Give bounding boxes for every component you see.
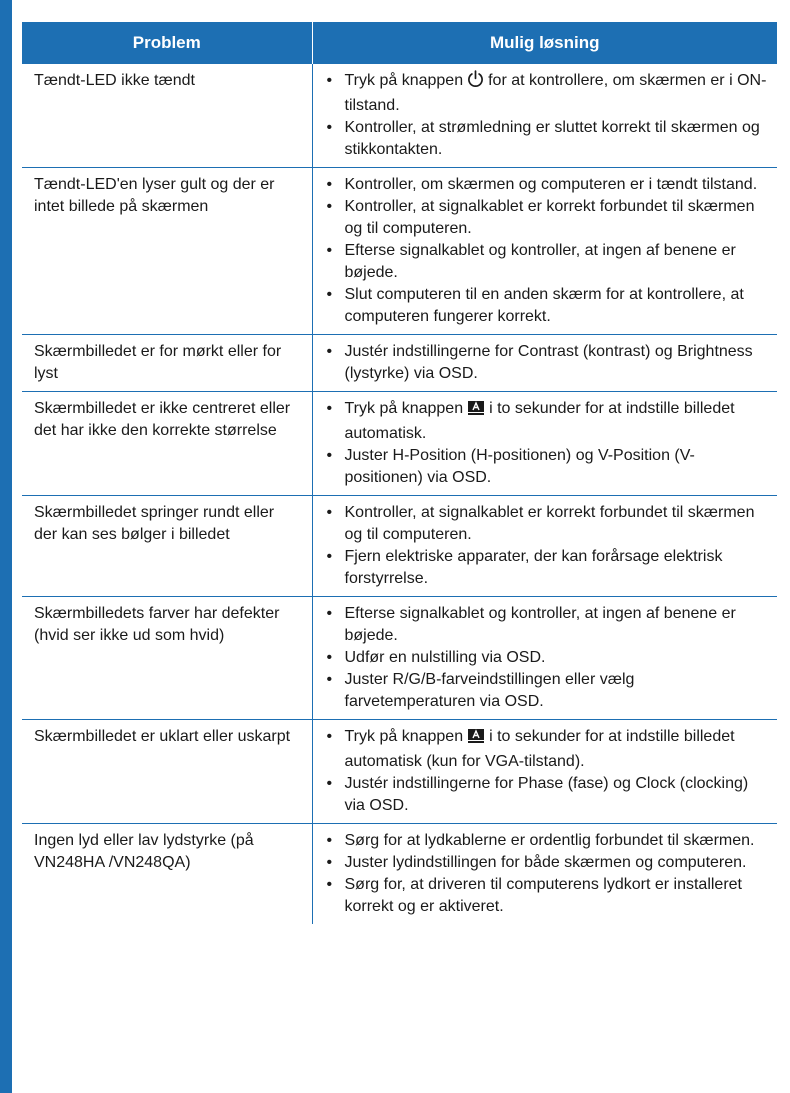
problem-cell: Skærmbilledet er ikke centreret eller det har ikke den korrekte størrelse <box>22 392 312 496</box>
bullet-icon: • <box>326 447 333 464</box>
bullet-icon: • <box>326 605 333 622</box>
solution-list <box>325 830 768 918</box>
solution-text: Sørg for, at driveren til computerens lydkort er installeret korrekt og er aktiveret. <box>344 876 742 915</box>
solution-item <box>325 647 768 669</box>
solution-text-post: i to sekunder for at indstille billedet automatisk. <box>344 400 735 442</box>
problem-cell: Tændt-LED'en lyser gult og der er intet billede på skærmen <box>22 168 312 335</box>
solution-text-post: i to sekunder for at indstille billedet automatisk (kun for VGA-tilstand). <box>344 728 735 770</box>
solution-text: Kontroller, at signalkablet er korrekt forbundet til skærmen og til computeren. <box>344 198 755 237</box>
solution-text: Juster H-Position (H-positionen) og V-Position (V-positionen) via OSD. <box>344 447 695 486</box>
bullet-icon: • <box>326 876 333 893</box>
solution-text-pre: Tryk på knappen <box>344 400 464 417</box>
solution-text: Slut computeren til en anden skærm for at kontrollere, at computeren fungerer korrekt. <box>344 286 744 325</box>
table-header-row <box>22 22 777 64</box>
bullet-icon: • <box>326 176 333 193</box>
table-row <box>22 496 777 597</box>
solution-cell <box>312 335 777 392</box>
solution-item <box>325 852 768 874</box>
solution-text: Kontroller, at strømledning er sluttet korrekt til skærmen og stikkontakten. <box>344 119 760 158</box>
solution-list <box>325 398 768 489</box>
solution-cell <box>312 597 777 720</box>
solution-item <box>325 603 768 647</box>
solution-item <box>325 240 768 284</box>
solution-text: Juster R/G/B-farveindstillingen eller vælg farvetemperaturen via OSD. <box>344 671 635 710</box>
solution-text: Justér indstillingerne for Contrast (kontrast) og Brightness (lystyrke) via OSD. <box>344 343 753 382</box>
solution-text: Sørg for at lydkablerne er ordentlig forbundet til skærmen. <box>344 832 755 849</box>
table-body <box>22 64 777 924</box>
bullet-icon: • <box>326 504 333 521</box>
solution-text: Kontroller, om skærmen og computeren er i tændt tilstand. <box>344 176 758 193</box>
solution-cell <box>312 168 777 335</box>
solution-item <box>325 773 768 817</box>
bullet-icon: • <box>326 72 333 89</box>
solution-list <box>325 341 768 385</box>
solution-item <box>325 830 768 852</box>
problem-cell: Ingen lyd eller lav lydstyrke (på VN248HA /VN248QA) <box>22 824 312 925</box>
solution-list <box>325 603 768 713</box>
solution-text: Juster lydindstillingen for både skærmen og computeren. <box>344 854 747 871</box>
solution-text-pre: Tryk på knappen <box>344 728 464 745</box>
bullet-icon: • <box>326 400 333 417</box>
solution-item <box>325 874 768 918</box>
bullet-icon: • <box>326 548 333 565</box>
bullet-icon: • <box>326 854 333 871</box>
solution-item <box>325 398 768 445</box>
table-row <box>22 64 777 168</box>
table-row <box>22 824 777 925</box>
side-accent-bar <box>0 0 12 1093</box>
solution-cell <box>312 64 777 168</box>
bullet-icon: • <box>326 198 333 215</box>
problem-cell: Skærmbilledets farver har defekter (hvid ser ikke ud som hvid) <box>22 597 312 720</box>
table-row <box>22 335 777 392</box>
table-row <box>22 597 777 720</box>
table-row <box>22 392 777 496</box>
solution-text: Fjern elektriske apparater, der kan forårsage elektrisk forstyrrelse. <box>344 548 723 587</box>
solution-item <box>325 70 768 117</box>
solution-text-pre: Tryk på knappen <box>344 72 464 89</box>
header-solution: Mulig løsning <box>312 22 777 64</box>
table-row <box>22 168 777 335</box>
solution-cell <box>312 720 777 824</box>
bullet-icon: • <box>326 119 333 136</box>
bullet-icon: • <box>326 286 333 303</box>
table-row <box>22 720 777 824</box>
solution-item <box>325 502 768 546</box>
solution-item <box>325 196 768 240</box>
solution-text: Efterse signalkablet og kontroller, at ingen af benene er bøjede. <box>344 242 736 281</box>
solution-item <box>325 445 768 489</box>
header-problem: Problem <box>22 22 312 64</box>
problem-cell: Skærmbilledet er uklart eller uskarpt <box>22 720 312 824</box>
solution-item <box>325 284 768 328</box>
bullet-icon: • <box>326 649 333 666</box>
solution-item <box>325 117 768 161</box>
problem-cell: Skærmbilledet springer rundt eller der kan ses bølger i billedet <box>22 496 312 597</box>
solution-text: Udfør en nulstilling via OSD. <box>344 649 546 666</box>
auto-adjust-icon <box>467 400 485 423</box>
solution-cell <box>312 824 777 925</box>
solution-text: Efterse signalkablet og kontroller, at ingen af benene er bøjede. <box>344 605 736 644</box>
solution-text: Kontroller, at signalkablet er korrekt forbundet til skærmen og til computeren. <box>344 504 755 543</box>
solution-item <box>325 669 768 713</box>
solution-list <box>325 726 768 817</box>
solution-text: Justér indstillingerne for Phase (fase) og Clock (clocking) via OSD. <box>344 775 749 814</box>
bullet-icon: • <box>326 728 333 745</box>
solution-list <box>325 174 768 328</box>
solution-cell <box>312 392 777 496</box>
solution-text-post: for at kontrollere, om skærmen er i ON-tilstand. <box>344 72 767 114</box>
solution-list <box>325 502 768 590</box>
solution-item <box>325 726 768 773</box>
bullet-icon: • <box>326 242 333 259</box>
power-icon <box>467 70 484 95</box>
troubleshooting-table-container <box>22 22 777 924</box>
bullet-icon: • <box>326 343 333 360</box>
solution-item <box>325 174 768 196</box>
bullet-icon: • <box>326 832 333 849</box>
auto-adjust-icon <box>467 728 485 751</box>
troubleshooting-table <box>22 22 777 924</box>
solution-item <box>325 546 768 590</box>
problem-cell: Tændt-LED ikke tændt <box>22 64 312 168</box>
bullet-icon: • <box>326 775 333 792</box>
solution-cell <box>312 496 777 597</box>
solution-item <box>325 341 768 385</box>
solution-list <box>325 70 768 161</box>
problem-cell: Skærmbilledet er for mørkt eller for lyst <box>22 335 312 392</box>
bullet-icon: • <box>326 671 333 688</box>
